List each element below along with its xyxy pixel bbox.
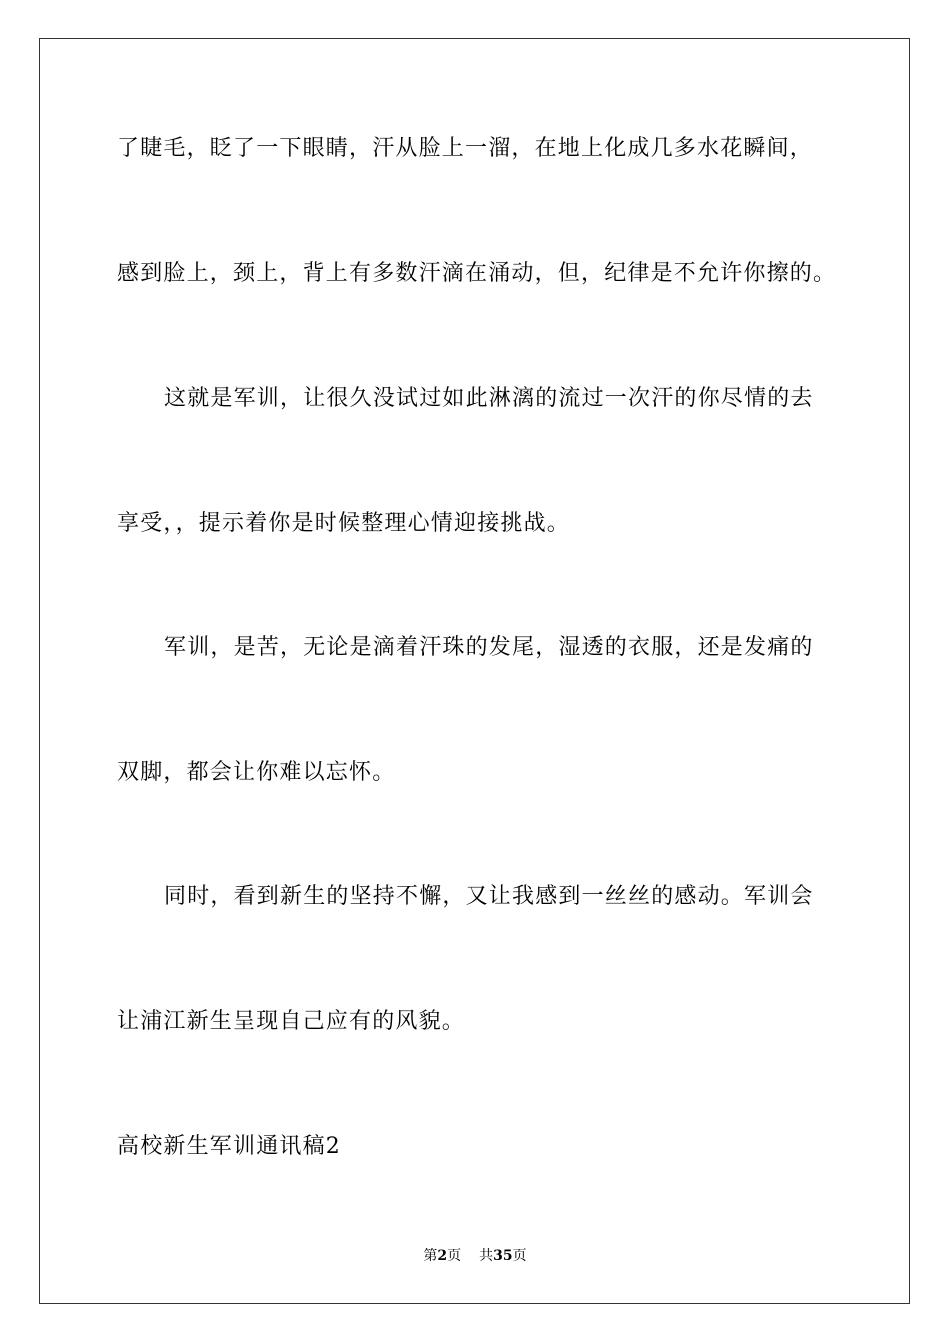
text-line-5: 军训，是苦，无论是滴着汗珠的发尾，湿透的衣服，还是发痛的	[164, 635, 814, 660]
text-line-3: 这就是军训，让很久没试过如此淋漓的流过一次汗的你尽情的去	[164, 386, 814, 411]
footer-page-suffix: 页	[447, 1248, 462, 1264]
page-footer	[0, 1246, 950, 1266]
text-line-4: 享受，，提示着你是时候整理心情迎接挑战。	[117, 511, 571, 536]
text-line-8: 让浦江新生呈现自己应有的风貌。	[117, 1009, 466, 1034]
section-heading: 高校新生军训通讯稿2	[117, 1134, 341, 1159]
footer-total-suffix: 页	[512, 1248, 527, 1264]
text-line-1: 了睫毛，眨了一下眼睛，汗从脸上一溜，在地上化成几多水花瞬间，	[117, 136, 814, 161]
footer-total-pages: 35	[493, 1248, 513, 1264]
page-border	[39, 38, 910, 1304]
footer-page-prefix: 第	[423, 1248, 438, 1264]
text-line-7: 同时，看到新生的坚持不懈，又让我感到一丝丝的感动。军训会	[164, 884, 814, 909]
footer-total-prefix: 共	[479, 1248, 494, 1264]
text-line-6: 双脚，都会让你难以忘怀。	[117, 760, 396, 785]
text-line-2: 感到脸上，颈上，背上有多数汗滴在涌动，但，纪律是不允许你擦的。	[117, 261, 837, 286]
footer-page-number: 2	[437, 1248, 448, 1264]
